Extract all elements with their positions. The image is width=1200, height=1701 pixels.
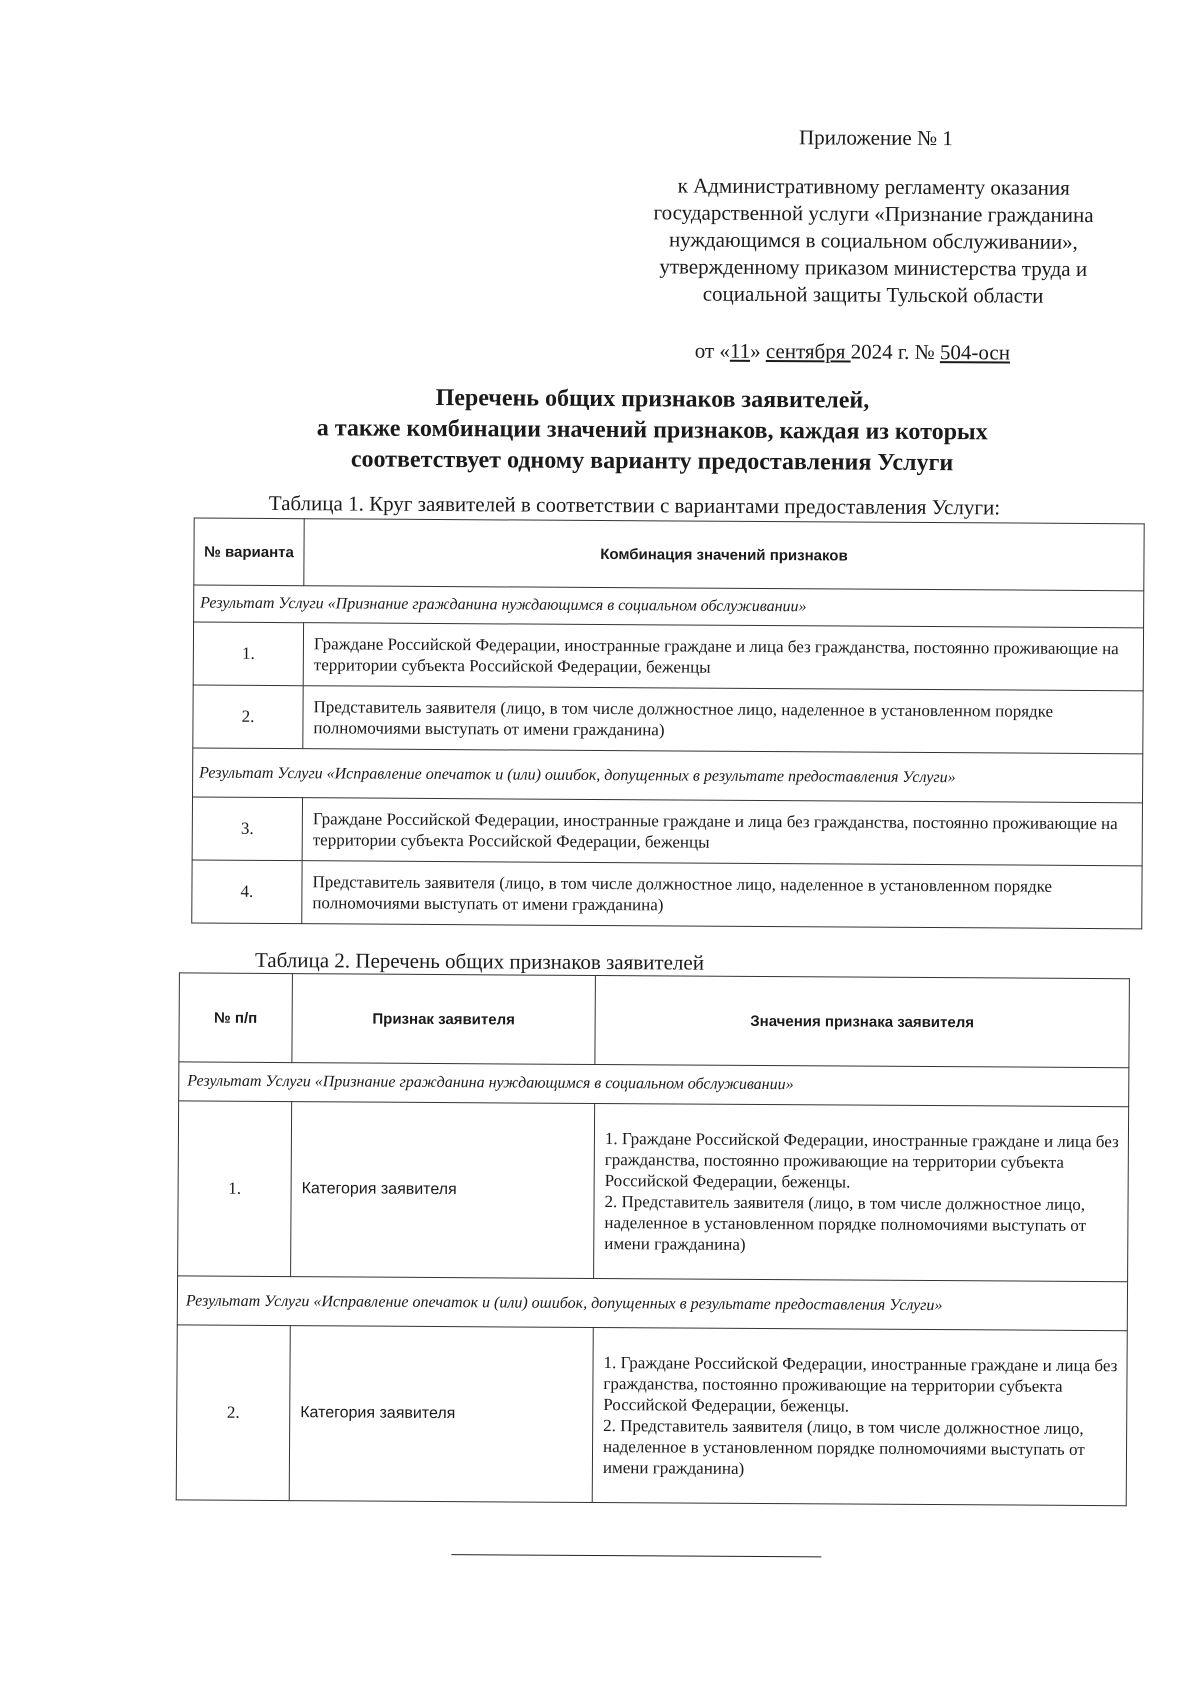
variant-text: Граждане Российской Федерации, иностранные граждане и лица без гражданства, постоянно проживающие на территории субъекта Российской Федерации, беженцы [302, 798, 1142, 866]
appendix-reference-line: нуждающимся в социальном обслуживании», [668, 227, 1078, 254]
variant-number: 1. [193, 622, 303, 686]
row-number: 1. [178, 1101, 292, 1277]
result-row [177, 1276, 1127, 1331]
variant-text: Граждане Российской Федерации, иностранные граждане и лица без гражданства, постоянно проживающие на территории субъекта Российской Федерации, беженцы [303, 623, 1143, 691]
variant-text: Представитель заявителя (лицо, в том числе должностное лицо, наделенное в установленном порядке полномочиями выступать от имени гражданина) [302, 861, 1142, 929]
result-caption: Результат Услуги «Исправление опечаток и (или) ошибок, допущенных в результате предоставления Услуги» [193, 748, 1143, 803]
table1-caption: Таблица 1. Круг заявителей в соответствии с вариантами предоставления Услуги: [268, 490, 1001, 520]
appendix-reference-line: социальной защиты Тульской области [702, 281, 1044, 308]
appendix-reference-line: государственной услуги «Признание гражданина [653, 200, 1094, 228]
header-variant-number: № варианта [194, 518, 304, 586]
table2-caption: Таблица 2. Перечень общих признаков заявителей [254, 947, 705, 975]
document-title [252, 382, 1053, 480]
header-sign-values: Значения признака заявителя [595, 975, 1130, 1067]
result-caption: Результат Услуги «Признание гражданина нуждающимся в социальном обслуживании» [179, 1062, 1129, 1107]
table-row [176, 1325, 1127, 1506]
table-row [193, 622, 1143, 691]
date-prefix: от « [694, 338, 730, 363]
variants-table [191, 518, 1144, 930]
date-year: 2024 г. № [850, 339, 941, 365]
sign-value: 1. Граждане Российской Федерации, иностранные граждане и лица без гражданства, постоянно проживающие на территории субъекта Российской Федерации, беженцы. [604, 1129, 1119, 1192]
order-number: 504-осн [939, 340, 1011, 365]
date-month: сентября [765, 339, 851, 364]
appendix-reference-line: к Административному регламенту оказания [677, 173, 1070, 200]
date-day: 11 [729, 338, 751, 363]
appendix-date [695, 339, 1010, 366]
variant-number: 2. [193, 685, 303, 749]
sign-values [594, 1103, 1129, 1281]
header-row-number: № п/п [179, 973, 293, 1063]
result-row [193, 748, 1143, 803]
result-row [194, 585, 1144, 628]
header-sign: Признак заявителя [292, 974, 596, 1065]
sign-values [592, 1327, 1127, 1505]
variant-number: 3. [192, 797, 302, 861]
table-row [178, 1101, 1129, 1282]
signs-table [176, 972, 1130, 1506]
table-row [192, 860, 1142, 929]
bottom-divider [451, 1554, 821, 1557]
header-combination: Комбинация значений признаков [304, 519, 1144, 591]
sign-value: 2. Представитель заявителя (лицо, в том числе должностное лицо, наделенное в установленном порядке полномочиями выступать от имени гражданина) [602, 1416, 1085, 1478]
date-mid: » [750, 338, 766, 364]
table-header-row [179, 973, 1130, 1068]
result-caption: Результат Услуги «Признание гражданина нуждающимся в социальном обслуживании» [194, 585, 1144, 628]
appendix-reference-line: утвержденному приказом министерства труда и [659, 254, 1088, 281]
result-caption: Результат Услуги «Исправление опечаток и (или) ошибок, допущенных в результате предоставления Услуги» [177, 1276, 1127, 1331]
appendix-title: Приложение № 1 [798, 125, 953, 151]
sign-name: Категория заявителя [291, 1102, 595, 1279]
sign-value: 1. Граждане Российской Федерации, иностранные граждане и лица без гражданства, постоянно проживающие на территории субъекта Российской Федерации, беженцы. [603, 1353, 1118, 1416]
result-row [179, 1062, 1129, 1107]
table-header-row [194, 518, 1144, 591]
table-row [192, 797, 1142, 866]
variant-text: Представитель заявителя (лицо, в том числе должностное лицо, наделенное в установленном порядке полномочиями выступать от имени гражданина) [303, 686, 1143, 754]
sign-value: 2. Представитель заявителя (лицо, в том числе должностное лицо, наделенное в установленном порядке полномочиями выступать от имени гражданина) [604, 1192, 1087, 1254]
sign-name: Категория заявителя [289, 1326, 593, 1503]
appendix-reference [603, 172, 1144, 310]
title-line: соответствует одному варианту предоставления Услуги [350, 446, 954, 477]
title-line: Перечень общих признаков заявителей, [435, 384, 870, 414]
variant-number: 4. [192, 860, 302, 924]
row-number: 2. [176, 1325, 290, 1501]
table-row [193, 685, 1143, 754]
title-line: а также комбинации значений признаков, каждая из которых [316, 415, 988, 446]
